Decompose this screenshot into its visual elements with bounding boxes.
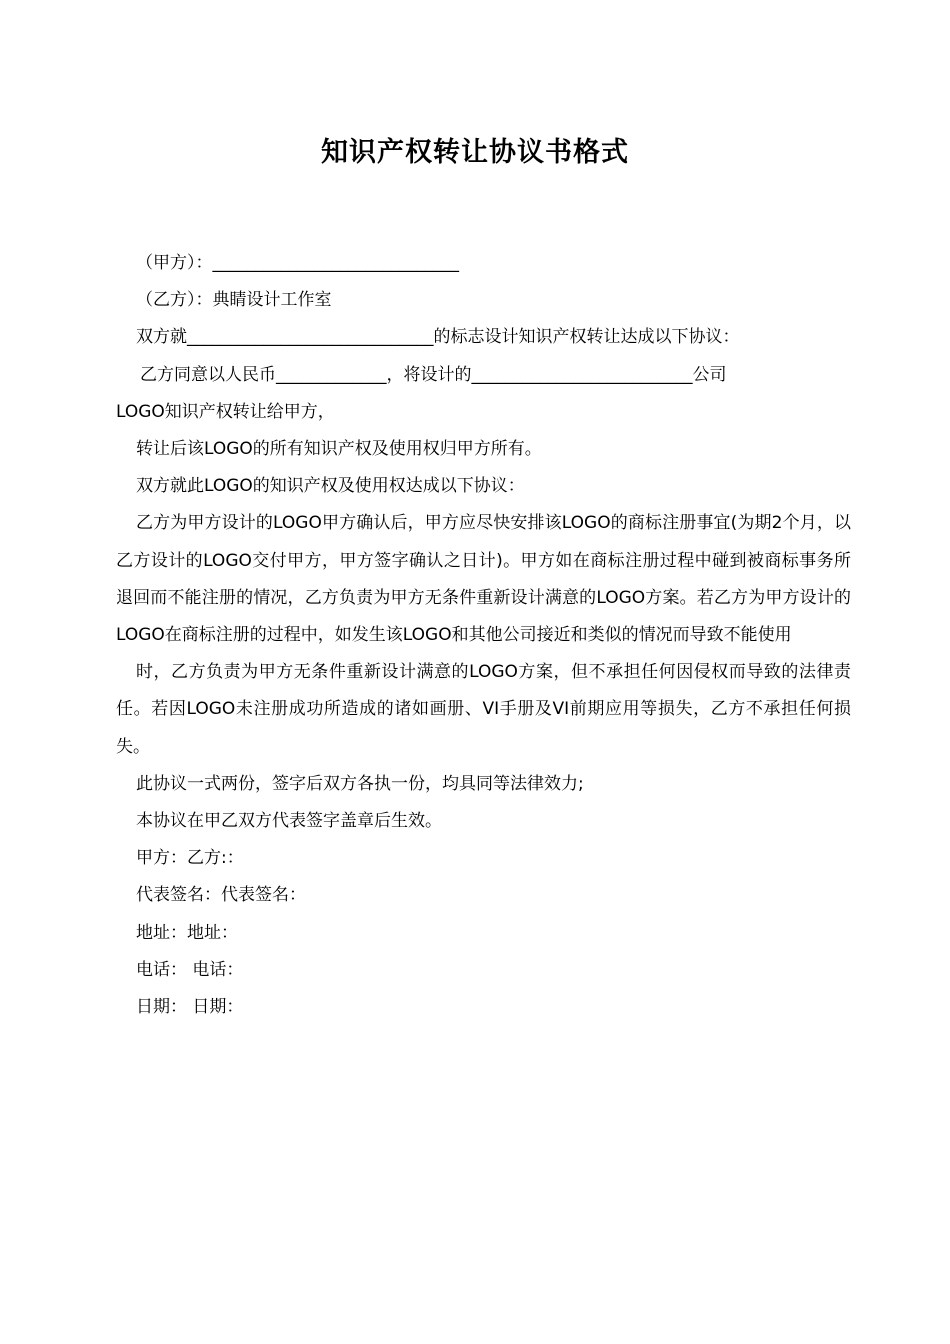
price-line: 乙方同意以人民币_____________，将设计的__________________________公司 bbox=[140, 364, 727, 385]
document-body bbox=[116, 245, 851, 1026]
effective-clause: 本协议在甲乙双方代表签字盖章后生效。 bbox=[136, 811, 442, 832]
party-a-line: （甲方）：_____________________________ bbox=[136, 253, 459, 273]
trademark-clause: 乙方为甲方设计的LOGO甲方确认后，甲方应尽快安排该LOGO的商标注册事宜(为期2个月，以乙方设计的LOGO交付甲方，甲方签字确认之日计)。甲方如在商标注册过程中碰到被商标事务所退回而不能注册的情况，乙方负责为甲方无条件重新设计满意的LOGO方案。若乙方为甲方设计的LOGO在商标注册的过程中，如发生该LOGO和其他公司接近和类似的情况而导致不能使用 bbox=[116, 513, 851, 646]
transfer-line: LOGO知识产权转让给甲方， bbox=[116, 401, 335, 422]
agreement-intro: 双方就_____________________________的标志设计知识产权转让达成以下协议： bbox=[136, 327, 740, 348]
signature-parties: 甲方：乙方:： bbox=[136, 848, 244, 869]
ownership-line: 转让后该LOGO的所有知识产权及使用权归甲方所有。 bbox=[136, 439, 542, 460]
signature-address: 地址：地址： bbox=[136, 922, 238, 943]
document-title: 知识产权转让协议书格式 bbox=[321, 137, 629, 168]
signature-representatives: 代表签名：代表签名： bbox=[136, 885, 306, 906]
copies-clause: 此协议一式两份，签字后双方各执一份，均具同等法律效力; bbox=[136, 773, 584, 794]
liability-clause: 时，乙方负责为甲方无条件重新设计满意的LOGO方案，但不承担任何因侵权而导致的法律责任。若因LOGO未注册成功所造成的诸如画册、VI手册及VI前期应用等损失，乙方不承担任何损失。 bbox=[116, 662, 851, 757]
signature-date: 日期： 日期： bbox=[136, 997, 244, 1018]
agreement-lead: 双方就此LOGO的知识产权及使用权达成以下协议： bbox=[136, 476, 525, 497]
signature-phone: 电话： 电话： bbox=[136, 959, 244, 980]
party-b-line: （乙方）：典睛设计工作室 bbox=[136, 290, 332, 311]
